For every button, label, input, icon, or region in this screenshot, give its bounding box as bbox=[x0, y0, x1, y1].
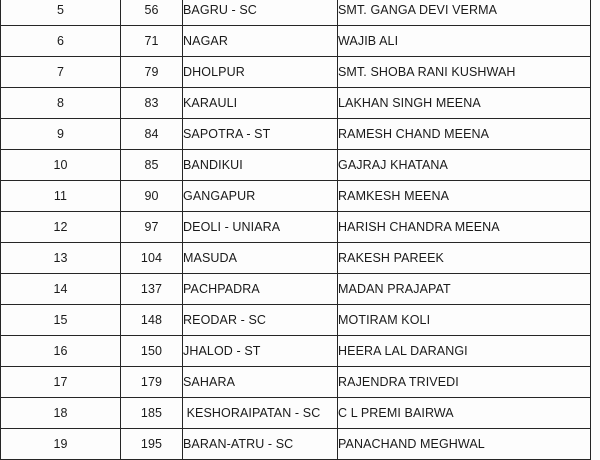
serial-number-cell: 9 bbox=[1, 119, 121, 150]
ac-number-cell: 97 bbox=[121, 212, 183, 243]
ac-number-cell: 179 bbox=[121, 367, 183, 398]
candidate-name-cell: RAMKESH MEENA bbox=[338, 181, 591, 212]
ac-number-cell: 84 bbox=[121, 119, 183, 150]
ac-number-cell: 79 bbox=[121, 57, 183, 88]
candidate-name-cell: GAJRAJ KHATANA bbox=[338, 150, 591, 181]
serial-number-cell: 19 bbox=[1, 429, 121, 460]
table-row bbox=[1, 212, 591, 243]
candidate-name-cell: RAMESH CHAND MEENA bbox=[338, 119, 591, 150]
constituency-cell: GANGAPUR bbox=[183, 181, 338, 212]
serial-number-cell: 13 bbox=[1, 243, 121, 274]
table-row bbox=[1, 367, 591, 398]
table-row bbox=[1, 243, 591, 274]
ac-number-cell: 195 bbox=[121, 429, 183, 460]
table-row bbox=[1, 336, 591, 367]
constituency-cell: REODAR - SC bbox=[183, 305, 338, 336]
ac-number-cell: 104 bbox=[121, 243, 183, 274]
serial-number-cell: 6 bbox=[1, 26, 121, 57]
candidate-name-cell: C L PREMI BAIRWA bbox=[338, 398, 591, 429]
ac-number-cell: 83 bbox=[121, 88, 183, 119]
candidate-name-cell: MADAN PRAJAPAT bbox=[338, 274, 591, 305]
candidate-name-cell: WAJIB ALI bbox=[338, 26, 591, 57]
candidate-name-cell: HARISH CHANDRA MEENA bbox=[338, 212, 591, 243]
constituency-cell: DHOLPUR bbox=[183, 57, 338, 88]
ac-number-cell: 150 bbox=[121, 336, 183, 367]
constituency-cell: KARAULI bbox=[183, 88, 338, 119]
constituency-cell: JHALOD - ST bbox=[183, 336, 338, 367]
constituency-cell: BARAN-ATRU - SC bbox=[183, 429, 338, 460]
candidate-table-body bbox=[1, 0, 591, 460]
table-row bbox=[1, 26, 591, 57]
candidate-name-cell: LAKHAN SINGH MEENA bbox=[338, 88, 591, 119]
serial-number-cell: 17 bbox=[1, 367, 121, 398]
candidate-name-cell: RAKESH PAREEK bbox=[338, 243, 591, 274]
ac-number-cell: 56 bbox=[121, 0, 183, 26]
candidate-name-cell: SMT. SHOBA RANI KUSHWAH bbox=[338, 57, 591, 88]
candidate-name-cell: RAJENDRA TRIVEDI bbox=[338, 367, 591, 398]
candidate-name-cell: SMT. GANGA DEVI VERMA bbox=[338, 0, 591, 26]
ac-number-cell: 90 bbox=[121, 181, 183, 212]
ac-number-cell: 185 bbox=[121, 398, 183, 429]
constituency-cell: KESHORAIPATAN - SC bbox=[183, 398, 338, 429]
table-row bbox=[1, 274, 591, 305]
constituency-cell: BANDIKUI bbox=[183, 150, 338, 181]
candidate-name-cell: MOTIRAM KOLI bbox=[338, 305, 591, 336]
candidate-name-cell: HEERA LAL DARANGI bbox=[338, 336, 591, 367]
ac-number-cell: 137 bbox=[121, 274, 183, 305]
constituency-cell: SAHARA bbox=[183, 367, 338, 398]
serial-number-cell: 14 bbox=[1, 274, 121, 305]
serial-number-cell: 12 bbox=[1, 212, 121, 243]
serial-number-cell: 11 bbox=[1, 181, 121, 212]
serial-number-cell: 15 bbox=[1, 305, 121, 336]
table-row bbox=[1, 88, 591, 119]
table-row bbox=[1, 181, 591, 212]
constituency-cell: MASUDA bbox=[183, 243, 338, 274]
constituency-cell: PACHPADRA bbox=[183, 274, 338, 305]
serial-number-cell: 16 bbox=[1, 336, 121, 367]
constituency-cell: DEOLI - UNIARA bbox=[183, 212, 338, 243]
candidate-name-cell: PANACHAND MEGHWAL bbox=[338, 429, 591, 460]
table-row bbox=[1, 305, 591, 336]
table-row bbox=[1, 398, 591, 429]
serial-number-cell: 10 bbox=[1, 150, 121, 181]
constituency-cell: NAGAR bbox=[183, 26, 338, 57]
constituency-cell: BAGRU - SC bbox=[183, 0, 338, 26]
ac-number-cell: 148 bbox=[121, 305, 183, 336]
serial-number-cell: 18 bbox=[1, 398, 121, 429]
serial-number-cell: 8 bbox=[1, 88, 121, 119]
serial-number-cell: 5 bbox=[1, 0, 121, 26]
ac-number-cell: 85 bbox=[121, 150, 183, 181]
table-row bbox=[1, 0, 591, 26]
table-row bbox=[1, 429, 591, 460]
ac-number-cell: 71 bbox=[121, 26, 183, 57]
table-row bbox=[1, 57, 591, 88]
constituency-cell: SAPOTRA - ST bbox=[183, 119, 338, 150]
table-row bbox=[1, 150, 591, 181]
serial-number-cell: 7 bbox=[1, 57, 121, 88]
table-row bbox=[1, 119, 591, 150]
